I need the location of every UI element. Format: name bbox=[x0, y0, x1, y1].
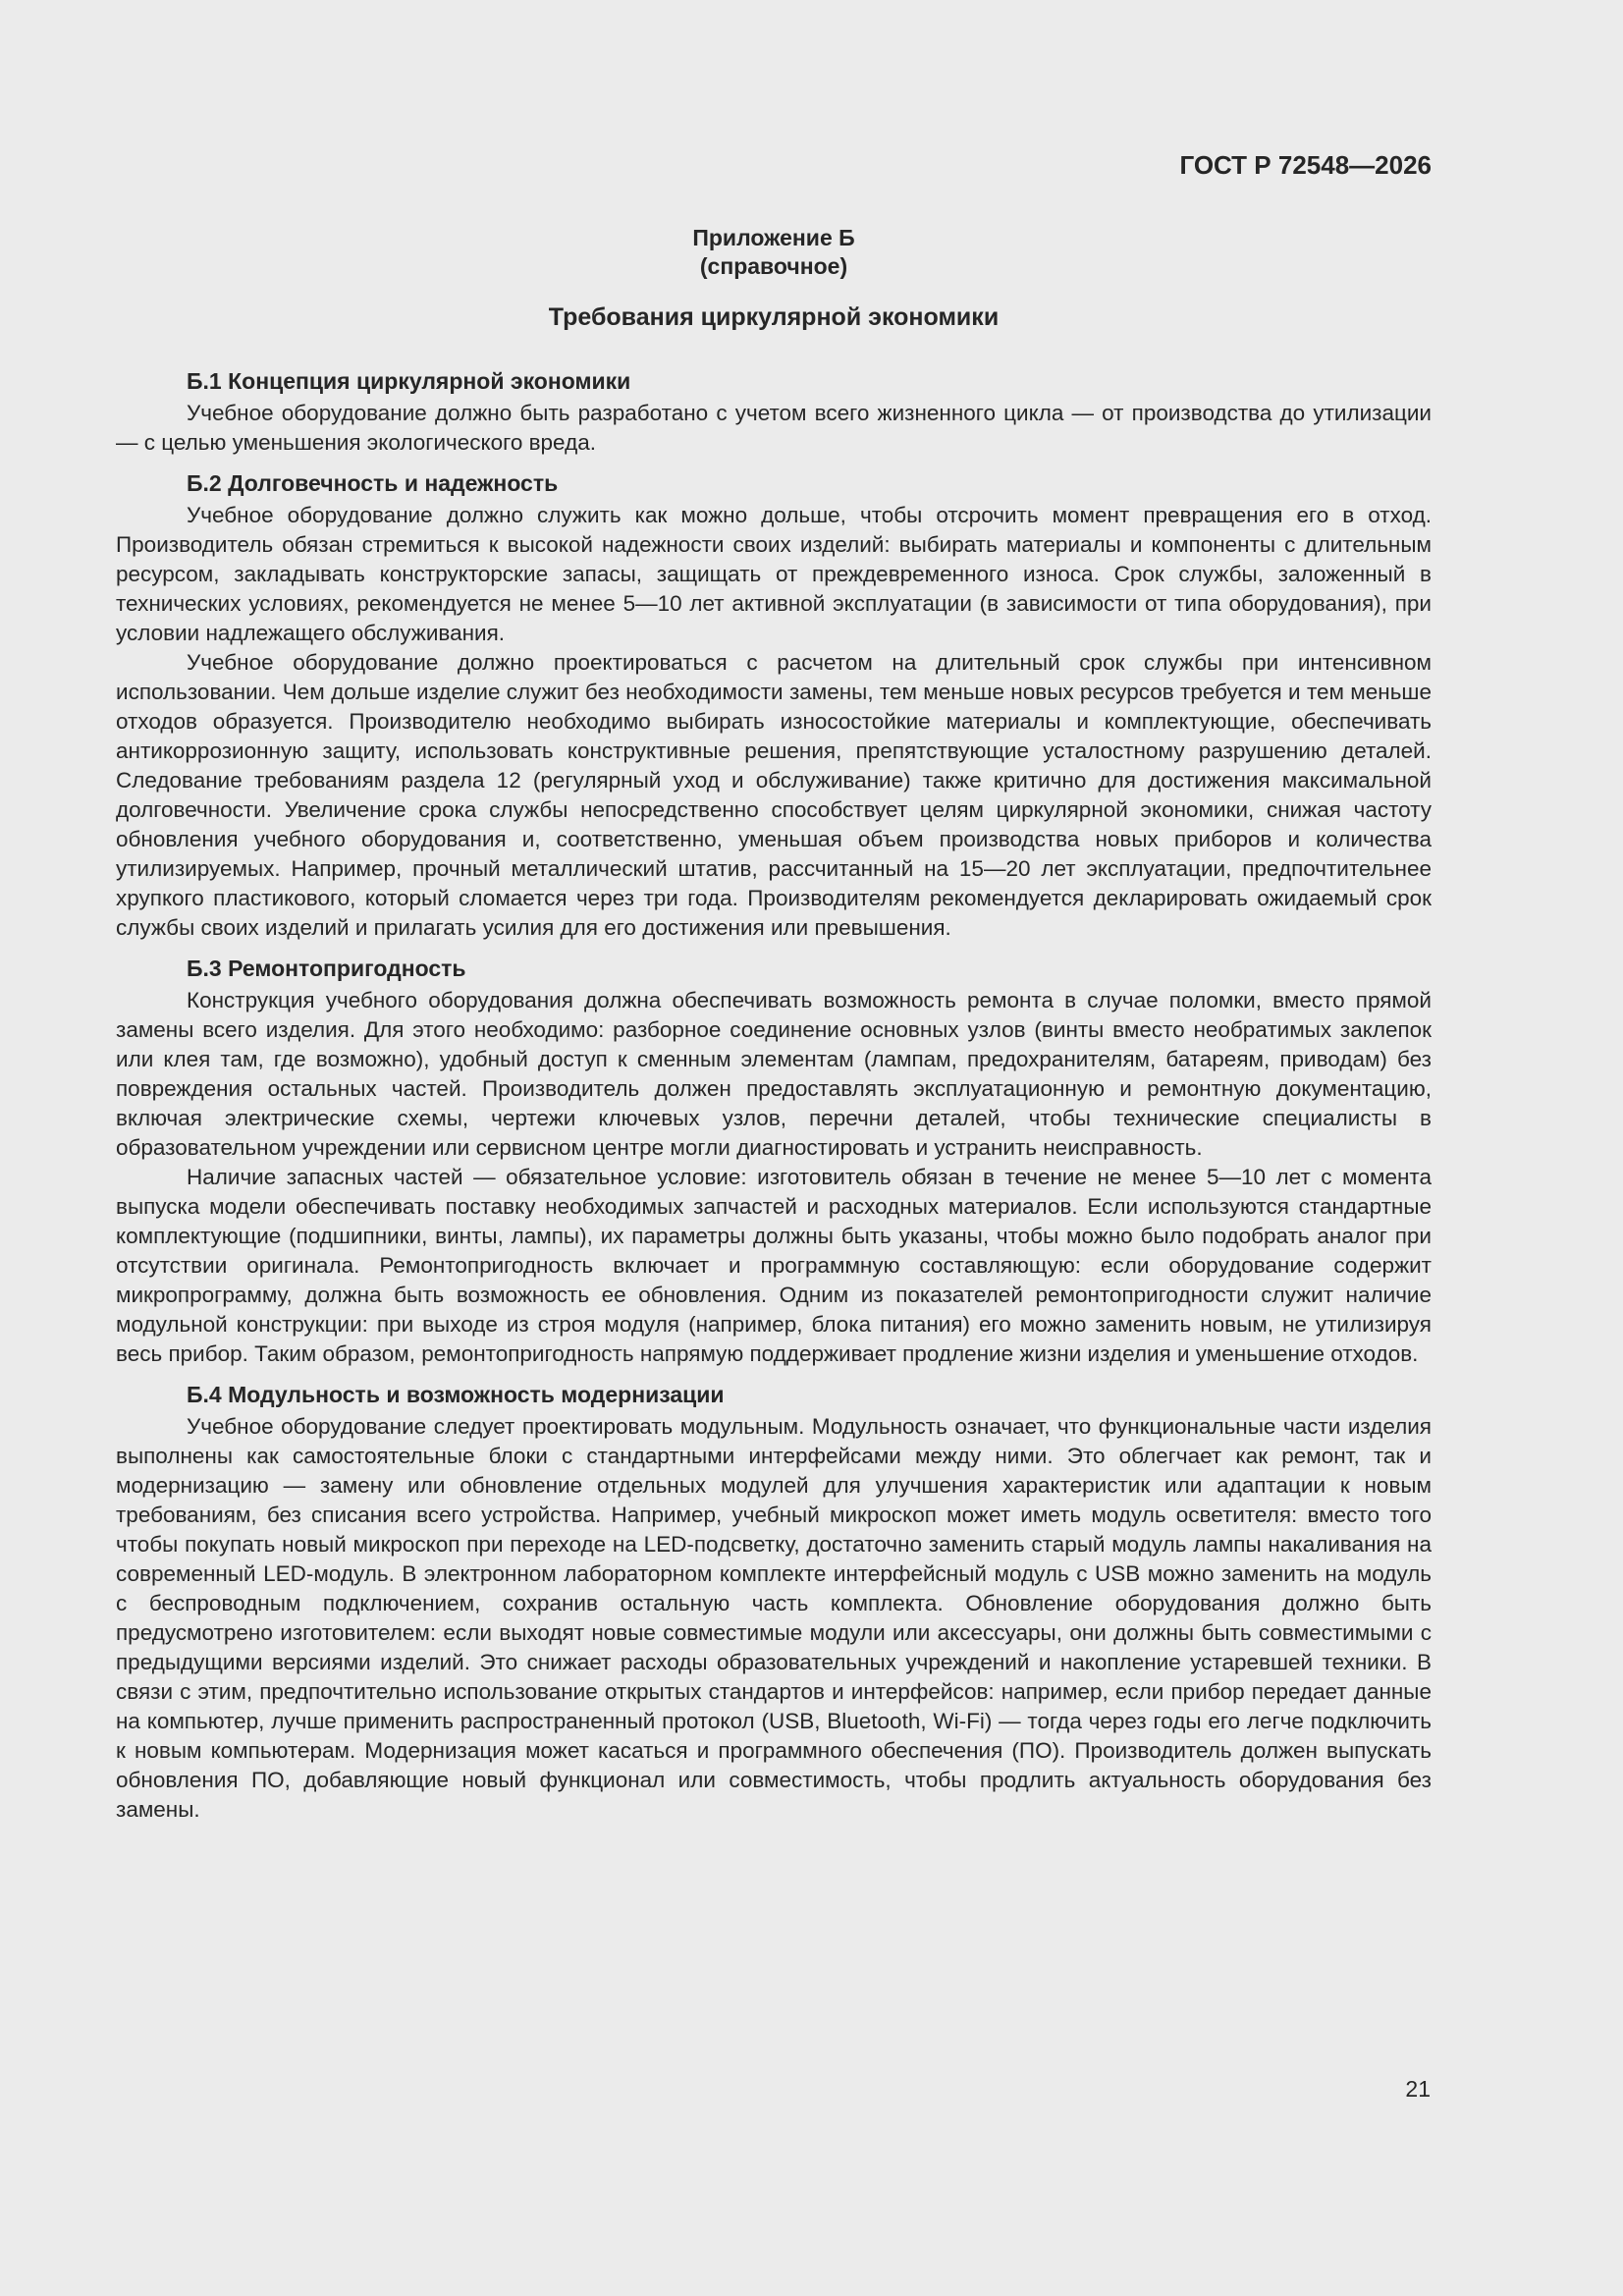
section-heading: Б.4 Модульность и возможность модернизации bbox=[187, 1382, 725, 1407]
paragraph: Наличие запасных частей — обязательное условие: изготовитель обязан в течение не менее 5—10 лет с момента выпуска модели обеспечивать поставку необходимых запчастей и расходных материалов. Если используются стандартные комплектующие (подшипники, винты, лампы), их параметры должны быть указаны, чтобы можно было подобрать аналог при отсутствии оригинала. Ремонтопригодность включает и программную составляющую: если оборудование содержит микропрограмму, должна быть возможность ее обновления. Одним из показателей ремонтопригодности служит наличие модульной конструкции: при выходе из строя модуля (например, блока питания) его можно заменить новым, не утилизируя весь прибор. Таким образом, ремонтопригодность напрямую поддерживает продление жизни изделия и уменьшение отходов. bbox=[116, 1165, 1432, 1366]
section-b3 bbox=[116, 953, 1432, 1369]
section-b4 bbox=[116, 1379, 1432, 1825]
section-b2 bbox=[116, 467, 1432, 943]
paragraph: Учебное оборудование должно проектироваться с расчетом на длительный срок службы при интенсивном использовании. Чем дольше изделие служит без необходимости замены, тем меньше новых ресурсов требуется и тем меньше отходов образуется. Производителю необходимо выбирать износостойкие материалы и комплектующие, обеспечивать антикоррозионную защиту, использовать конструктивные решения, препятствующие усталостному разрушению деталей. Следование требованиям раздела 12 (регулярный уход и обслуживание) также критично для достижения максимальной долговечности. Увеличение срока службы непосредственно способствует целям циркулярной экономики, снижая частоту обновления учебного оборудования и, соответственно, уменьшая объем производства новых приборов и количества утилизируемых. Например, прочный металлический штатив, рассчитанный на 15—20 лет эксплуатации, предпочтительнее хрупкого пластикового, который сломается через три года. Производителям рекомендуется декларировать ожидаемый срок службы своих изделий и прилагать усилия для его достижения или превышения. bbox=[116, 650, 1432, 940]
paragraph: Учебное оборудование должно быть разработано с учетом всего жизненного цикла — от производства до утилизации — с целью уменьшения экологического вреда. bbox=[116, 401, 1432, 455]
annex-label: Приложение Б bbox=[692, 225, 855, 250]
section-heading: Б.1 Концепция циркулярной экономики bbox=[187, 368, 631, 394]
paragraph: Конструкция учебного оборудования должна обеспечивать возможность ремонта в случае поломки, вместо прямой замены всего изделия. Для этого необходимо: разборное соединение основных узлов (винты вместо необратимых заклепок или клея там, где возможно), удобный доступ к сменным элементам (лампам, предохранителям, батареям, приводам) без повреждения остальных частей. Производитель должен предоставлять эксплуатационную и ремонтную документацию, включая электрические схемы, чертежи ключевых узлов, перечни деталей, чтобы технические специалисты в образовательном учреждении или сервисном центре могли диагностировать и устранить неисправность. bbox=[116, 988, 1432, 1160]
section-heading: Б.3 Ремонтопригодность bbox=[187, 956, 466, 981]
document-code: ГОСТ Р 72548—2026 bbox=[1179, 150, 1432, 180]
annex-type: (справочное) bbox=[699, 253, 848, 279]
section-heading: Б.2 Долговечность и надежность bbox=[187, 470, 559, 496]
page-number: 21 bbox=[1405, 2076, 1431, 2102]
paragraph: Учебное оборудование должно служить как можно дольше, чтобы отсрочить момент превращения его в отход. Производитель обязан стремиться к высокой надежности своих изделий: выбирать материалы и компоненты с длительным ресурсом, закладывать конструкторские запасы, защищать от преждевременного износа. Срок службы, заложенный в технических условиях, рекомендуется не менее 5—10 лет активной эксплуатации (в зависимости от типа оборудования), при условии надлежащего обслуживания. bbox=[116, 503, 1432, 645]
section-b1 bbox=[116, 365, 1432, 458]
annex-title: Требования циркулярной экономики bbox=[548, 303, 1000, 331]
paragraph: Учебное оборудование следует проектировать модульным. Модульность означает, что функциональные части изделия выполнены как самостоятельные блоки с стандартными интерфейсами между ними. Это облегчает как ремонт, так и модернизацию — замену или обновление отдельных модулей для улучшения характеристик или адаптации к новым требованиям, без списания всего устройства. Например, учебный микроскоп может иметь модуль осветителя: вместо того чтобы покупать новый микроскоп при переходе на LED-подсветку, достаточно заменить старый модуль лампы накаливания на современный LED-модуль. В электронном лабораторном комплекте интерфейсный модуль с USB можно заменить на модуль с беспроводным подключением, сохранив остальную часть комплекта. Обновление оборудования должно быть предусмотрено изготовителем: если выходят новые совместимые модули или аксессуары, они должны быть совместимыми с предыдущими версиями изделий. Это снижает расходы образовательных учреждений и накопление устаревшей техники. В связи с этим, предпочтительно использование открытых стандартов и интерфейсов: например, если прибор передает данные на компьютер, лучше применить распространенный протокол (USB, Bluetooth, Wi-Fi) — тогда через годы его легче подключить к новым компьютерам. Модернизация может касаться и программного обеспечения (ПО). Производитель должен выпускать обновления ПО, добавляющие новый функционал или совместимость, чтобы продлить актуальность оборудования без замены. bbox=[116, 1414, 1432, 1822]
